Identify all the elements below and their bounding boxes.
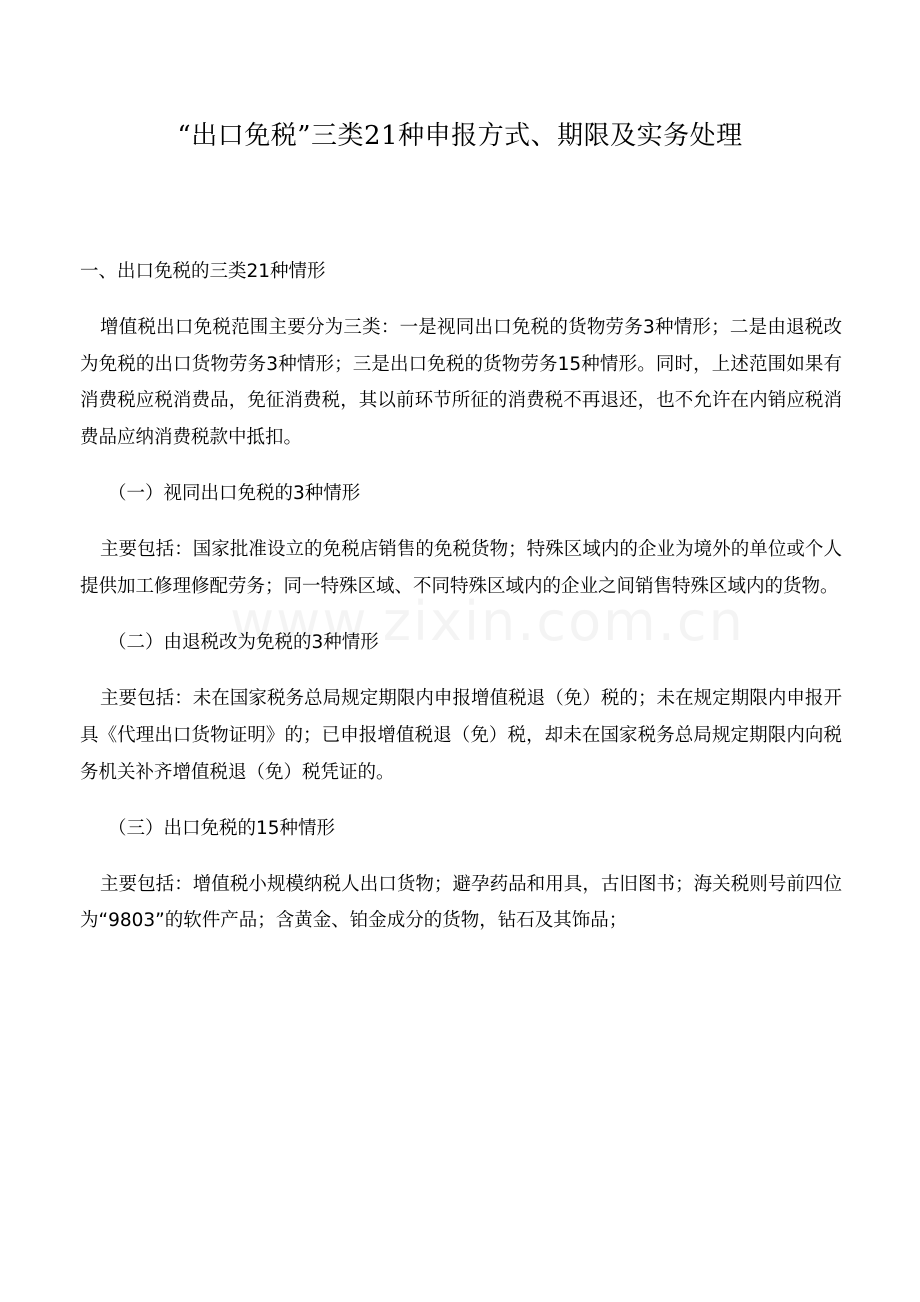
document-body: [80, 254, 842, 940]
document-title: “出口免税”三类21种申报方式、期限及实务处理: [177, 121, 743, 151]
body-paragraph: 增值税出口免税范围主要分为三类：一是视同出口免税的货物劳务3种情形；二是由退税改为免税的出口货物劳务3种情形；三是出口免税的货物劳务15种情形。同时，上述范围如果有消费税应税消费品，免征消费税，其以前环节所征的消费税不再退还，也不允许在内销应税消费品应纳消费税款中抵扣。: [80, 317, 842, 448]
body-paragraph: 主要包括：增值税小规模纳税人出口货物；避孕药品和用具，古旧图书；海关税则号前四位为“9803”的软件产品；含黄金、铂金成分的货物，钻石及其饰品；: [80, 873, 842, 932]
subsection-heading: （二）由退税改为免税的3种情形: [108, 632, 379, 654]
body-paragraph: 主要包括：未在国家税务总局规定期限内申报增值税退（免）税的；未在规定期限内申报开具《代理出口货物证明》的；已申报增值税退（免）税，却未在国家税务总局规定期限内向税务机关补齐增值税退（免）税凭证的。: [80, 688, 842, 783]
section-heading: 一、出口免税的三类21种情形: [80, 261, 326, 282]
body-paragraph: 主要包括：国家批准设立的免税店销售的免税货物；特殊区域内的企业为境外的单位或个人提供加工修理修配劳务；同一特殊区域、不同特殊区域内的企业之间销售特殊区域内的货物。: [80, 539, 842, 597]
subsection-heading: （一）视同出口免税的3种情形: [108, 483, 361, 505]
subsection-heading: （三）出口免税的15种情形: [108, 817, 336, 839]
